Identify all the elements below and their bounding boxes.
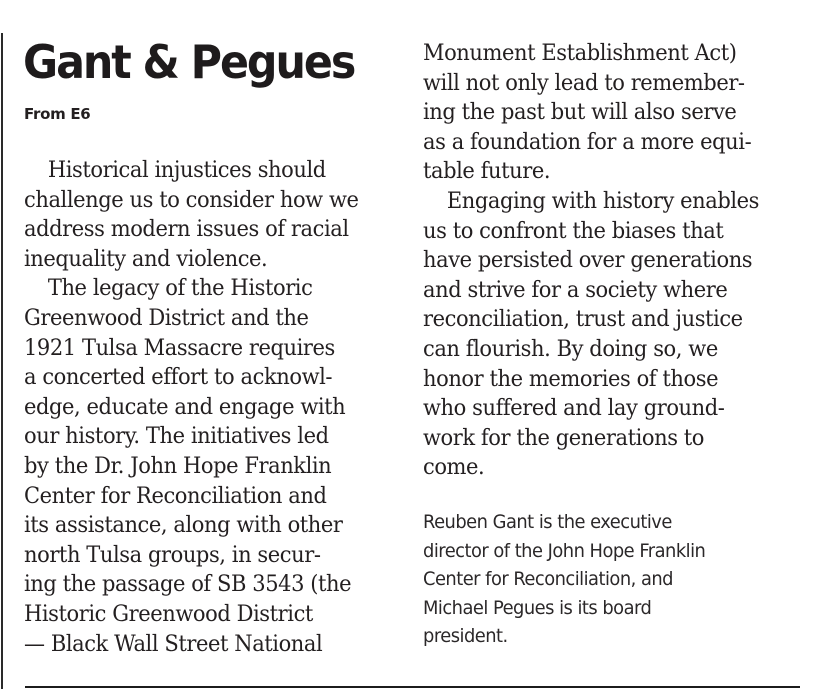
body-line: Engaging with history enables <box>446 188 760 214</box>
body-line: ing the past but will also serve <box>423 100 737 126</box>
body-line: have persisted over generations <box>423 248 753 274</box>
body-line: our history. The initiatives led <box>24 424 329 450</box>
body-line: edge, educate and engage with <box>24 394 346 420</box>
bio-line: Center for Reconciliation, and <box>423 568 673 591</box>
body-line: table future. <box>423 159 551 185</box>
body-line: Historic Greenwood District <box>24 601 313 627</box>
body-line: ing the passage of SB 3543 (the <box>24 572 352 598</box>
bio-line: Michael Pegues is its board <box>423 596 652 619</box>
body-line: can flourish. By doing so, we <box>423 336 718 362</box>
body-line: Center for Reconciliation and <box>24 483 327 509</box>
body-line: as a foundation for a more equi- <box>423 129 752 155</box>
body-line: Monument Establishment Act) <box>423 41 737 66</box>
body-line: — Black Wall Street National <box>24 631 323 657</box>
body-line: a concerted effort to acknowl- <box>24 365 333 391</box>
body-line: The legacy of the Historic <box>47 276 313 302</box>
author-bio <box>423 508 808 651</box>
body-line: who suffered and lay ground- <box>423 396 725 422</box>
bio-line: Reuben Gant is the executive <box>423 511 672 533</box>
body-line: and strive for a society where <box>423 277 728 303</box>
right-column <box>423 39 808 483</box>
body-line: by the Dr. John Hope Franklin <box>24 453 332 479</box>
body-line: challenge us to consider how we <box>24 187 359 213</box>
left-column <box>24 156 404 659</box>
body-line: us to confront the biases that <box>423 218 724 244</box>
body-line: north Tulsa groups, in secur- <box>24 542 321 568</box>
bottom-rule <box>25 686 800 688</box>
body-line: Historical injustices should <box>47 158 326 183</box>
body-line: work for the generations to <box>423 425 705 451</box>
body-line: inequality and violence. <box>24 246 268 272</box>
left-column-rule <box>1 33 3 689</box>
body-line: come. <box>423 455 485 481</box>
body-line: reconciliation, trust and justice <box>423 307 743 333</box>
body-line: its assistance, along with other <box>24 513 343 539</box>
body-line: will not only lead to remember- <box>423 70 745 96</box>
body-line: honor the memories of those <box>423 366 719 392</box>
body-line: 1921 Tulsa Massacre requires <box>24 335 335 361</box>
body-line: address modern issues of racial <box>24 217 349 243</box>
headline: Gant & Pegues <box>23 35 355 89</box>
jump-line: From E6 <box>24 105 91 123</box>
body-line: Greenwood District and the <box>24 305 309 331</box>
bio-line: president. <box>423 625 508 648</box>
bio-line: director of the John Hope Franklin <box>423 539 706 562</box>
